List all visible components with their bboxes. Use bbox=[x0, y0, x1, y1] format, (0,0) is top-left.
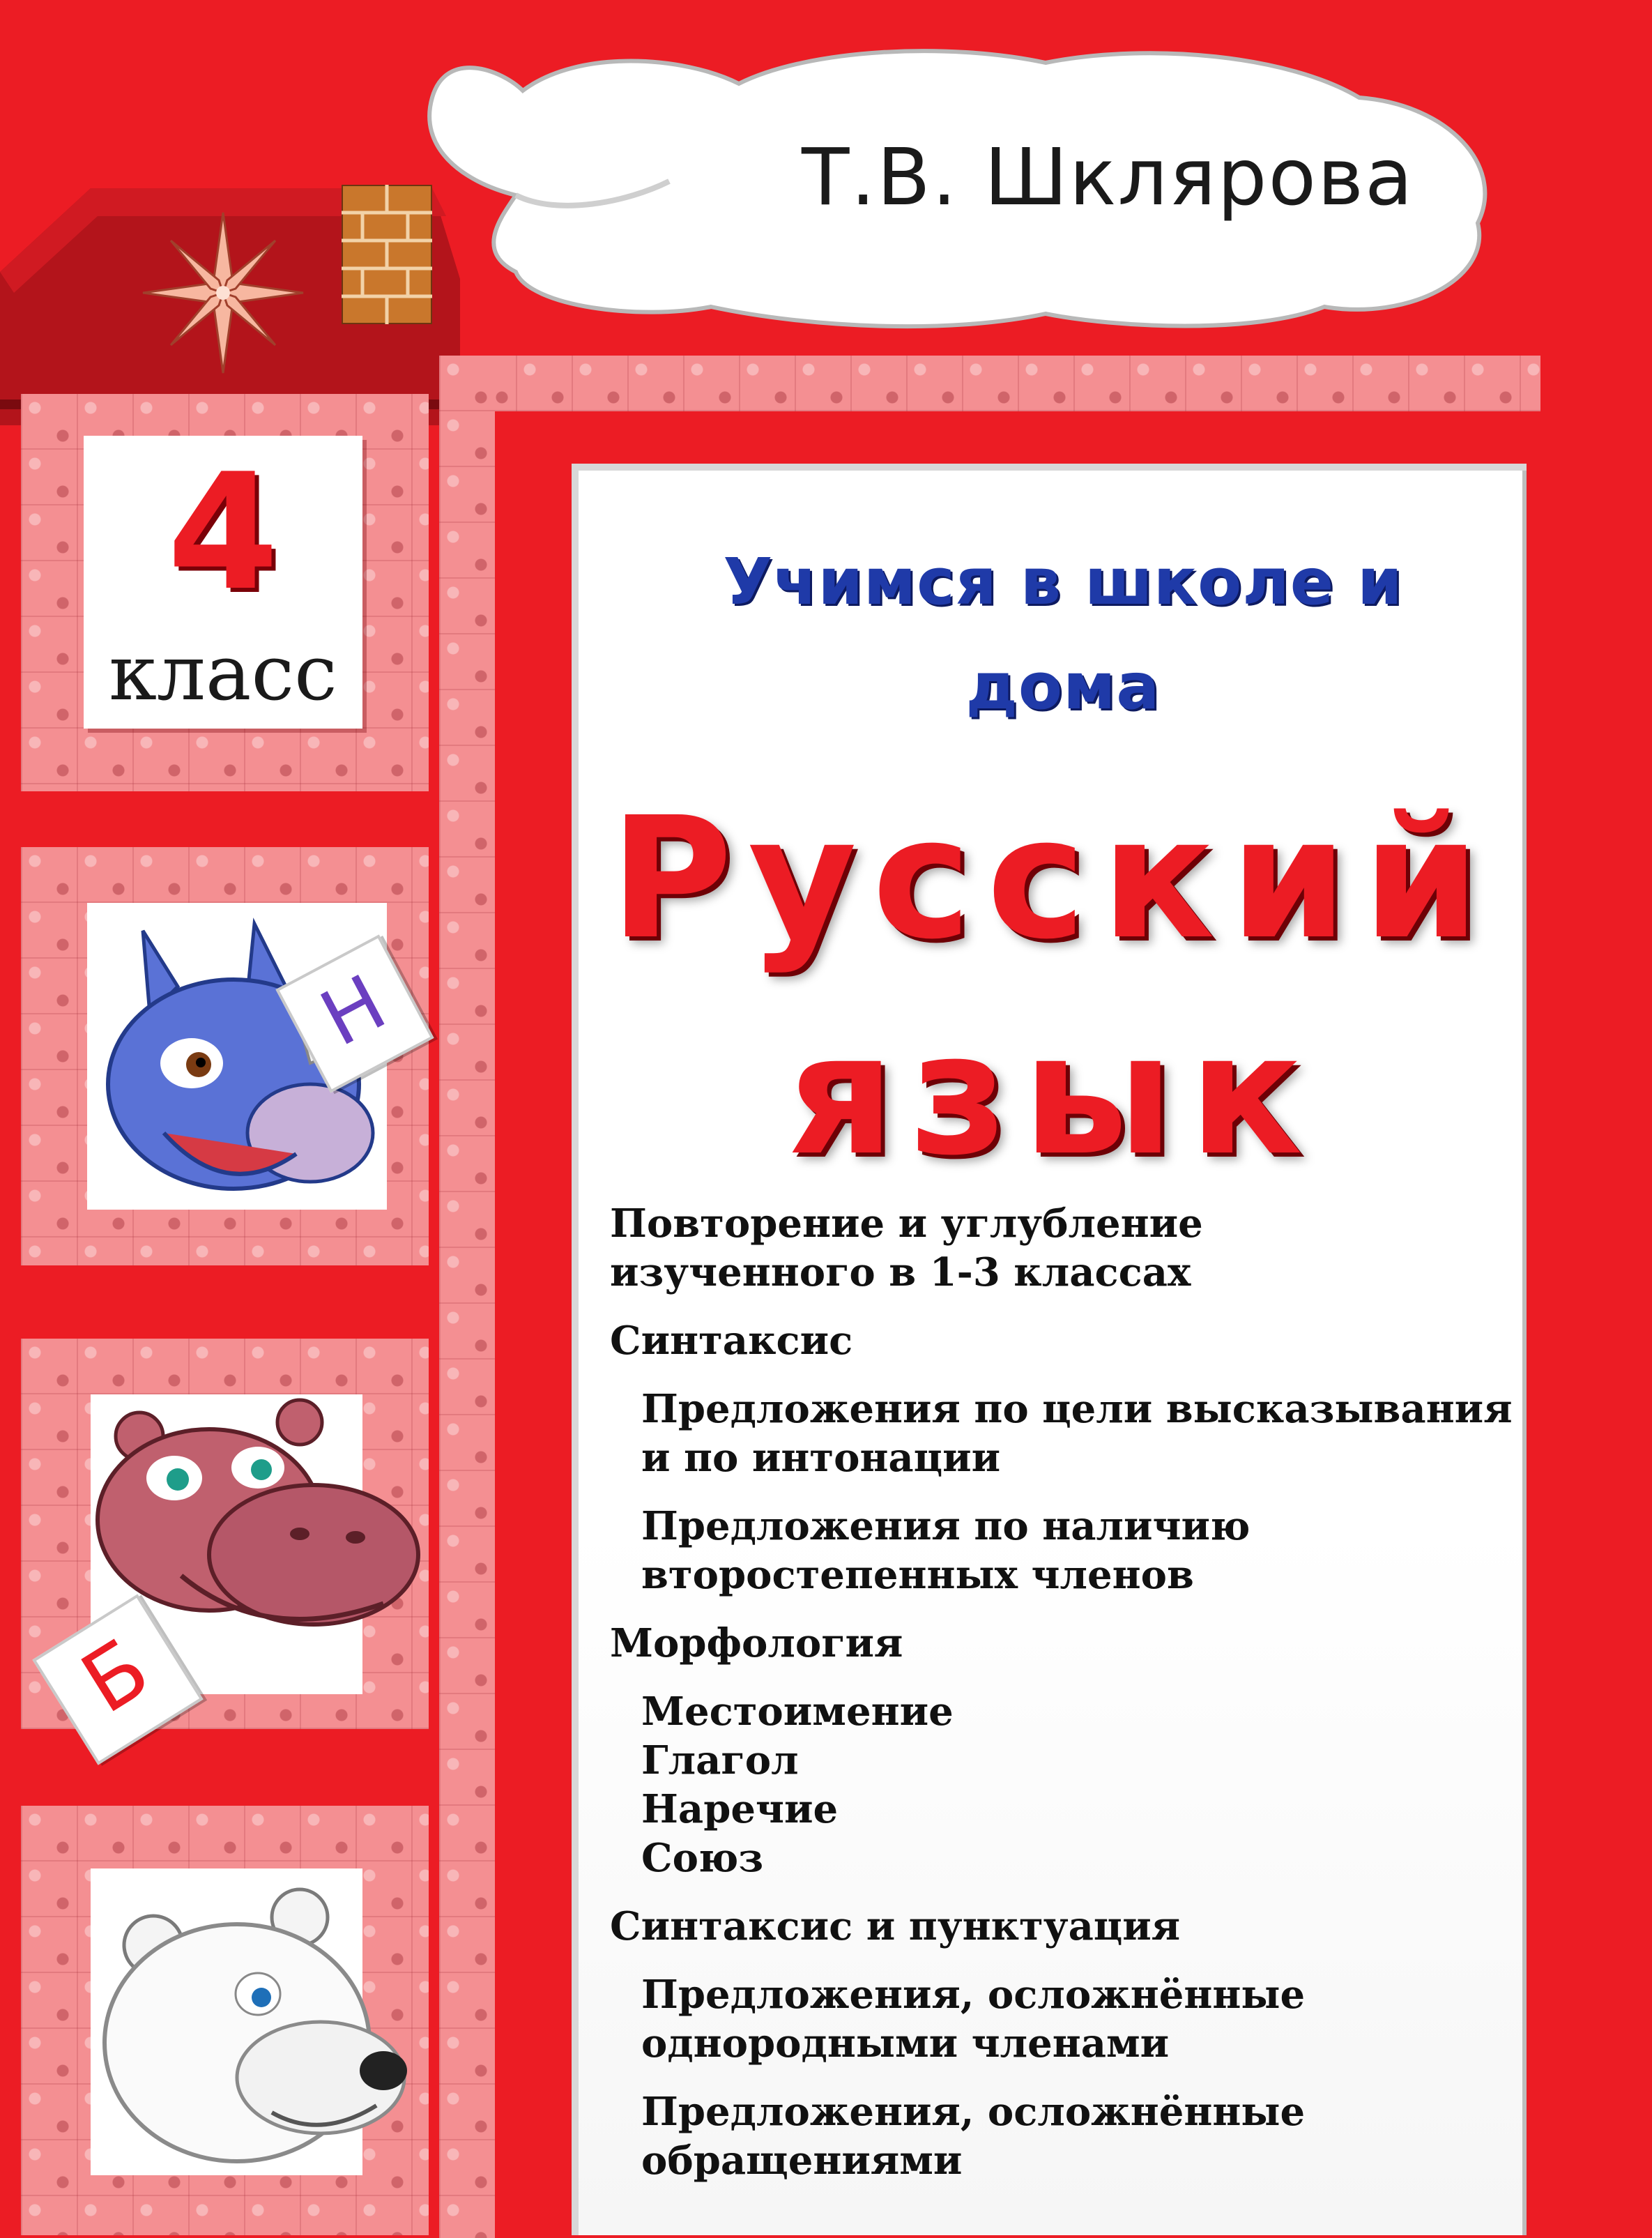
contents-item: Синтаксис и пунктуация bbox=[610, 1903, 1181, 1949]
contents-item: Глагол bbox=[641, 1737, 799, 1783]
letter-card-b: Б bbox=[32, 1594, 203, 1765]
contents-item: Союз bbox=[641, 1835, 764, 1881]
brick-chimney bbox=[342, 185, 432, 324]
author-name: Т.В. Шклярова bbox=[802, 132, 1414, 223]
contents-item: Повторение и углубление изученного в 1-3 классах bbox=[610, 1201, 1203, 1295]
grade-number: 4 bbox=[167, 440, 280, 626]
contents-item: Предложения по наличию второстепенных членов bbox=[641, 1503, 1251, 1598]
contents-item: Предложения по цели высказывания и по интонации bbox=[641, 1386, 1513, 1481]
contents-item: Наречие bbox=[641, 1786, 839, 1832]
contents-item: Морфология bbox=[610, 1620, 903, 1666]
puzzle-strip-top bbox=[460, 356, 1540, 411]
grade-label: класс bbox=[109, 628, 337, 717]
compass-star-icon bbox=[139, 209, 307, 376]
series-title: Учимся в школе и дома bbox=[723, 545, 1403, 724]
letter-card-n: Н bbox=[275, 934, 434, 1093]
contents-item: Предложения, осложнённые обращениями bbox=[641, 2089, 1306, 2184]
contents-list bbox=[610, 1199, 1516, 2185]
contents-item: Предложения, осложнённые однородными членами bbox=[641, 1972, 1306, 2066]
book-title-line-1: Русский bbox=[609, 781, 1496, 976]
puzzle-strip-left bbox=[439, 356, 495, 2238]
polar-bear-illustration bbox=[91, 1868, 362, 2175]
contents-item: Синтаксис bbox=[610, 1318, 853, 1364]
grade-badge bbox=[84, 436, 362, 729]
contents-item: Местоимение bbox=[641, 1689, 954, 1735]
book-title-line-2: язык bbox=[787, 997, 1318, 1192]
